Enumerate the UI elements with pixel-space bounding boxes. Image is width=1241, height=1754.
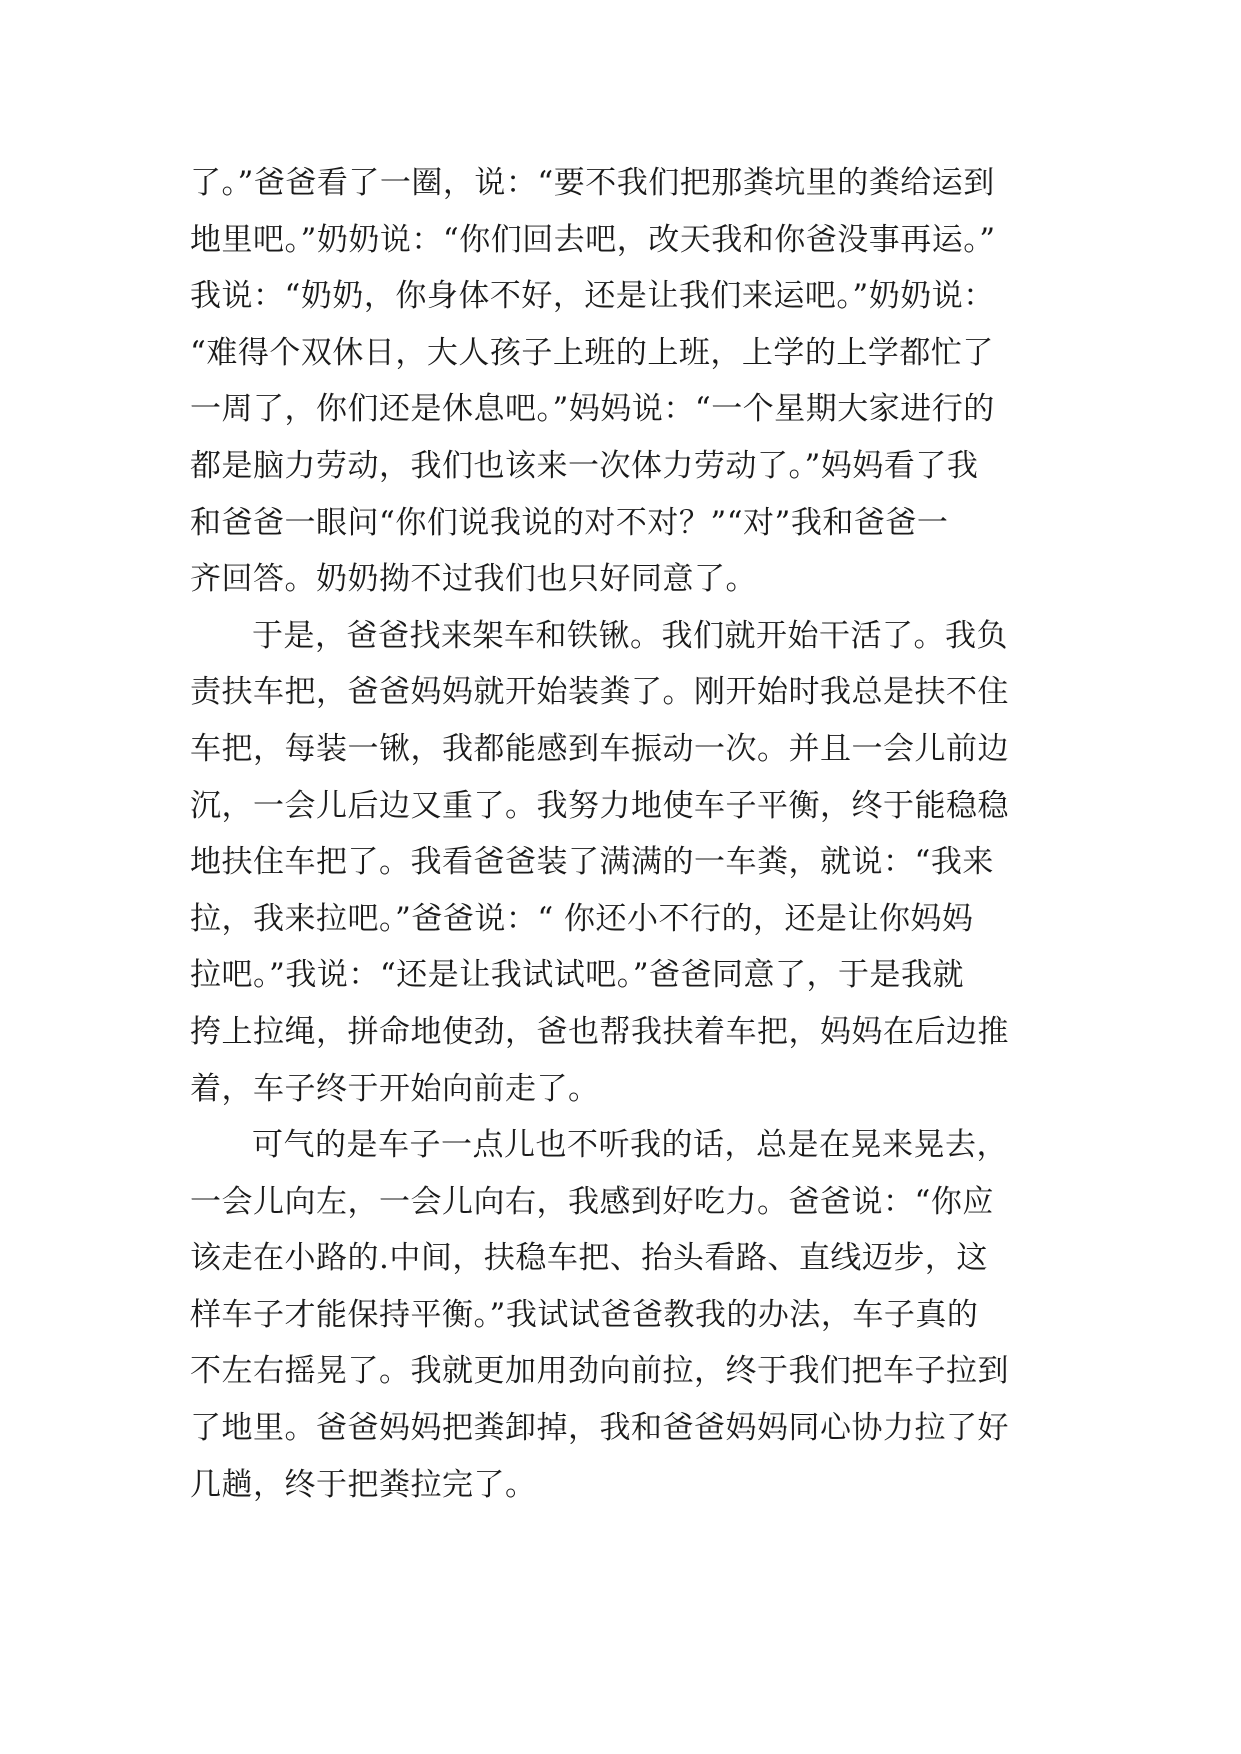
text-line: 齐回答。奶奶拗不过我们也只好同意了。 [190, 561, 757, 598]
text-line: 样车子才能保持平衡。”我试试爸爸教我的办法，车子真的 [190, 1296, 979, 1333]
text-line: 几趟，终于把粪拉完了。 [190, 1466, 537, 1503]
text-line: 拉，我来拉吧。”爸爸说：“ 你还小不行的，还是让你妈妈 [190, 900, 974, 937]
text-line: 都是脑力劳动，我们也该来一次体力劳动了。”妈妈看了我 [190, 447, 979, 484]
text-line: 挎上拉绳，拼命地使劲，爸也帮我扶着车把，妈妈在后边推 [190, 1013, 1009, 1050]
text-line: 了地里。爸爸妈妈把粪卸掉，我和爸爸妈妈同心协力拉了好 [190, 1410, 1009, 1447]
text-line: “难得个双休日，大人孩子上班的上班，上学的上学都忙了 [190, 334, 994, 371]
text-line: 沉，一会儿后边又重了。我努力地使车子平衡，终于能稳稳 [190, 787, 1009, 824]
text-line: 该走在小路的.中间，扶稳车把、抬头看路、直线迈步，这 [190, 1240, 988, 1277]
text-line: 拉吧。”我说：“还是让我试试吧。”爸爸同意了，于是我就 [190, 957, 965, 994]
text-line: 一周了，你们还是休息吧。”妈妈说：“一个星期大家进行的 [190, 391, 995, 428]
text-line: 和爸爸一眼问“你们说我说的对不对？”“对”我和爸爸一 [190, 504, 949, 541]
text-line: 不左右摇晃了。我就更加用劲向前拉，终于我们把车子拉到 [190, 1353, 1009, 1390]
text-line: 车把，每装一锹，我都能感到车振动一次。并且一会儿前边 [190, 730, 1009, 767]
text-line: 着，车子终于开始向前走了。 [190, 1070, 600, 1107]
paragraph-start-line: 于是，爸爸找来架车和铁锹。我们就开始干活了。我负 [252, 617, 1008, 654]
body-text [190, 155, 1060, 1513]
paragraph-start-line: 可气的是车子一点儿也不听我的话，总是在晃来晃去， [252, 1127, 1008, 1164]
text-line: 地扶住车把了。我看爸爸装了满满的一车粪，就说：“我来 [190, 844, 994, 881]
text-line: 我说：“奶奶，你身体不好，还是让我们来运吧。”奶奶说： [190, 278, 995, 315]
text-line: 了。”爸爸看了一圈，说：“要不我们把那粪坑里的粪给运到 [190, 165, 995, 201]
text-line: 责扶车把，爸爸妈妈就开始装粪了。刚开始时我总是扶不住 [190, 674, 1009, 711]
text-line: 地里吧。”奶奶说：“你们回去吧，改天我和你爸没事再运。” [190, 221, 996, 258]
text-line: 一会儿向左，一会儿向右，我感到好吃力。爸爸说：“你应 [190, 1183, 994, 1220]
